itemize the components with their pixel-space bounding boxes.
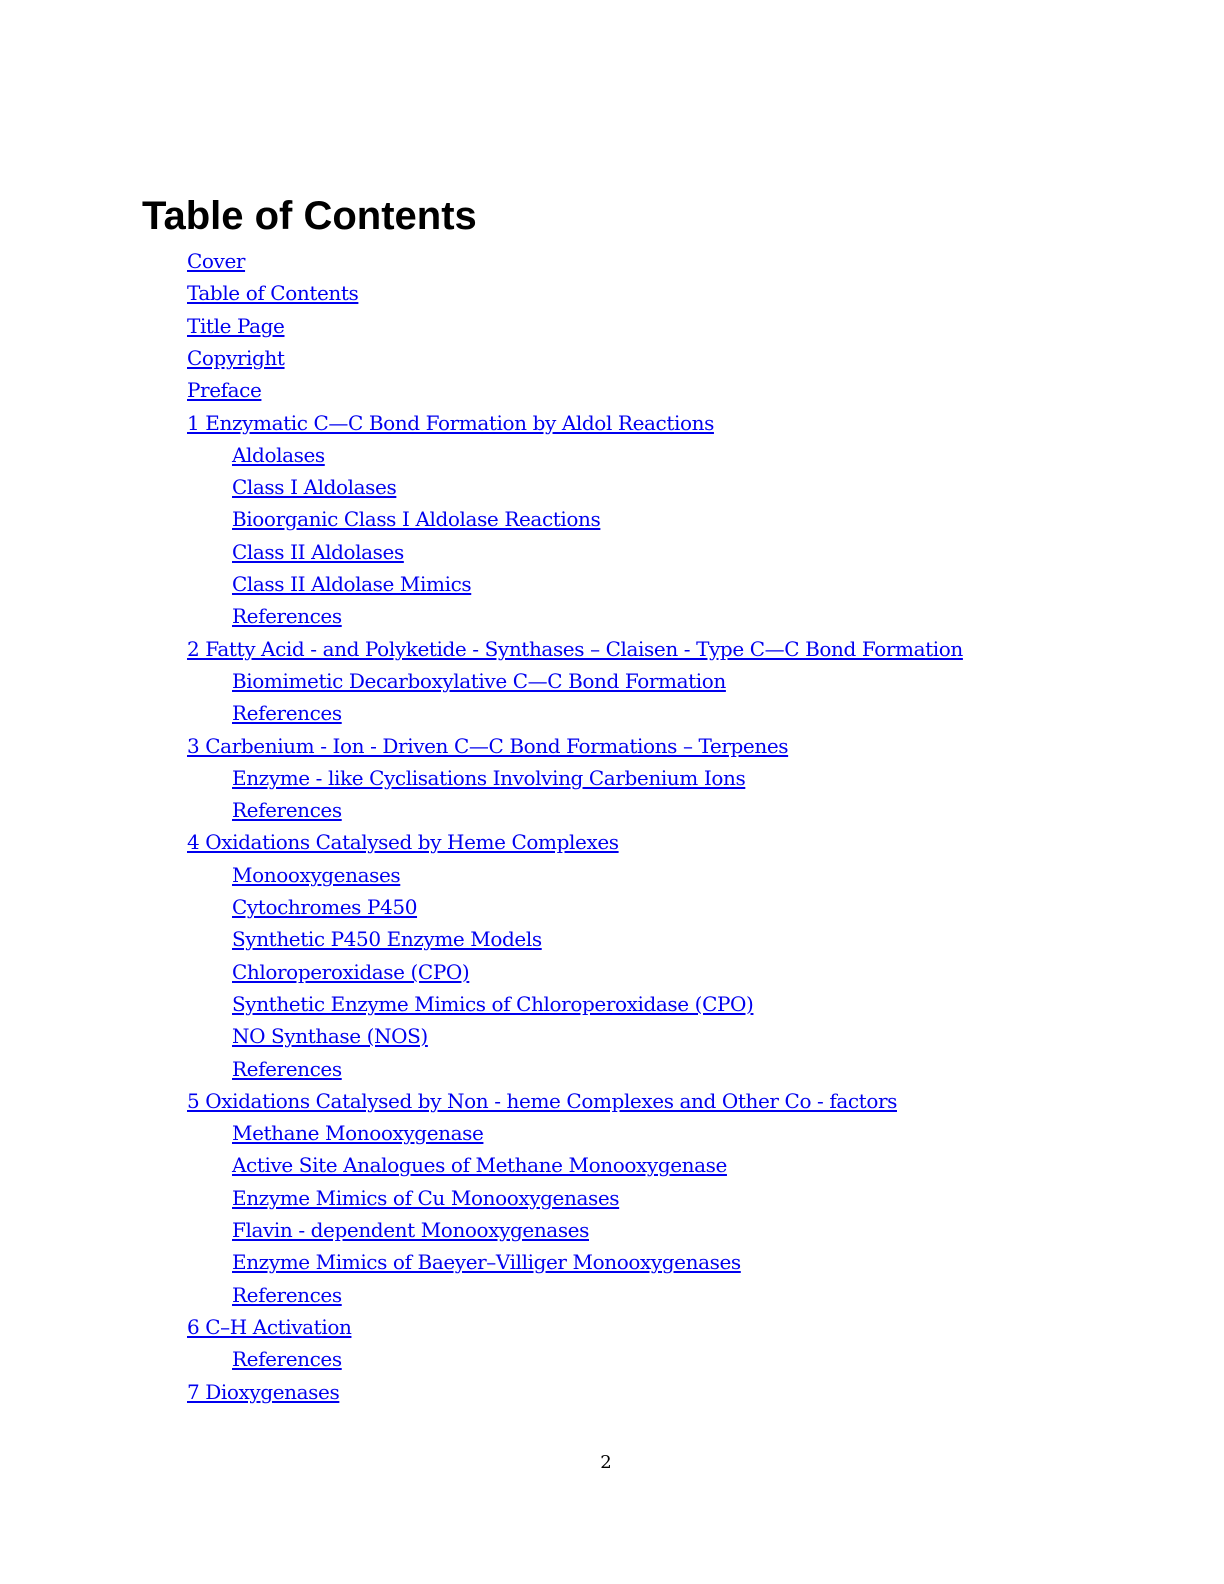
toc-link[interactable]: NO Synthase (NOS) [232, 1024, 428, 1048]
toc-link[interactable]: Title Page [187, 314, 285, 338]
toc-section-entry [232, 861, 400, 889]
toc-link[interactable]: Aldolases [232, 443, 325, 467]
toc-section-entry [232, 1345, 342, 1373]
toc-link[interactable]: Copyright [187, 346, 285, 370]
toc-chapter-entry [187, 279, 358, 307]
toc-link[interactable]: Enzyme Mimics of Baeyer–Villiger Monooxygenases [232, 1250, 741, 1274]
toc-link[interactable]: References [232, 604, 342, 628]
toc-link[interactable]: References [232, 1347, 342, 1371]
toc-section-entry [232, 1216, 589, 1244]
toc-section-entry [232, 1281, 342, 1309]
toc-link[interactable]: Synthetic P450 Enzyme Models [232, 927, 542, 951]
toc-section-entry [232, 1248, 741, 1276]
toc-link[interactable]: Enzyme Mimics of Cu Monooxygenases [232, 1186, 620, 1210]
toc-section-entry [232, 570, 471, 598]
toc-chapter-entry [187, 635, 963, 663]
toc-link[interactable]: Monooxygenases [232, 863, 401, 887]
toc-chapter-entry [187, 1378, 339, 1406]
toc-section-entry [232, 441, 325, 469]
toc-chapter-entry [187, 1313, 351, 1341]
toc-link[interactable]: 6 C–H Activation [187, 1315, 352, 1339]
toc-link[interactable]: References [232, 1283, 342, 1307]
toc-link[interactable]: Cover [187, 249, 246, 273]
toc-link[interactable]: 7 Dioxygenases [187, 1380, 340, 1404]
toc-link[interactable]: References [232, 1057, 342, 1081]
toc-link[interactable]: Biomimetic Decarboxylative C—C Bond Formation [232, 669, 726, 693]
toc-link[interactable]: 2 Fatty Acid ‐ and Polyketide ‐ Synthases – Claisen ‐ Type C—C Bond Formation [187, 637, 963, 661]
page-number: 2 [600, 1452, 612, 1473]
toc-section-entry [232, 505, 600, 533]
toc-link[interactable]: Class II Aldolase Mimics [232, 572, 472, 596]
toc-section-entry [232, 667, 726, 695]
toc-link[interactable]: Bioorganic Class I Aldolase Reactions [232, 507, 601, 531]
toc-link[interactable]: Chloroperoxidase (CPO) [232, 960, 470, 984]
toc-link[interactable]: 1 Enzymatic C—C Bond Formation by Aldol Reactions [187, 411, 714, 435]
toc-section-entry [232, 1151, 727, 1179]
toc-link[interactable]: References [232, 798, 342, 822]
toc-link[interactable]: 5 Oxidations Catalysed by Non ‐ heme Complexes and Other Co ‐ factors [187, 1089, 897, 1113]
toc-link[interactable]: Methane Monooxygenase [232, 1121, 484, 1145]
toc-link[interactable]: Flavin ‐ dependent Monooxygenases [232, 1218, 589, 1242]
toc-section-entry [232, 764, 745, 792]
toc-section-entry [232, 602, 342, 630]
toc-section-entry [232, 1119, 483, 1147]
toc-section-entry [232, 893, 417, 921]
toc-link[interactable]: Preface [187, 378, 262, 402]
toc-link[interactable]: Enzyme ‐ like Cyclisations Involving Carbenium Ions [232, 766, 746, 790]
toc-section-entry [232, 538, 404, 566]
page-title: Table of Contents [142, 194, 477, 238]
toc-section-entry [232, 1022, 428, 1050]
toc-chapter-entry [187, 409, 714, 437]
toc-link[interactable]: Synthetic Enzyme Mimics of Chloroperoxidase (CPO) [232, 992, 754, 1016]
toc-link[interactable]: Table of Contents [187, 281, 359, 305]
toc-link[interactable]: Active Site Analogues of Methane Monooxygenase [232, 1153, 727, 1177]
toc-section-entry [232, 473, 396, 501]
toc-section-entry [232, 925, 542, 953]
toc-chapter-entry [187, 732, 788, 760]
toc-section-entry [232, 990, 753, 1018]
toc-chapter-entry [187, 344, 285, 372]
toc-link[interactable]: Cytochromes P450 [232, 895, 418, 919]
toc-link[interactable]: Class II Aldolases [232, 540, 404, 564]
toc-chapter-entry [187, 312, 285, 340]
toc-section-entry [232, 958, 469, 986]
toc-section-entry [232, 699, 342, 727]
toc-chapter-entry [187, 828, 619, 856]
toc-chapter-entry [187, 247, 245, 275]
toc-chapter-entry [187, 1087, 897, 1115]
toc-section-entry [232, 1184, 619, 1212]
toc-link[interactable]: Class I Aldolases [232, 475, 397, 499]
toc-section-entry [232, 796, 342, 824]
toc-link[interactable]: References [232, 701, 342, 725]
toc-link[interactable]: 3 Carbenium ‐ Ion ‐ Driven C—C Bond Formations – Terpenes [187, 734, 789, 758]
toc-link[interactable]: 4 Oxidations Catalysed by Heme Complexes [187, 830, 619, 854]
toc-section-entry [232, 1055, 342, 1083]
toc-chapter-entry [187, 376, 261, 404]
